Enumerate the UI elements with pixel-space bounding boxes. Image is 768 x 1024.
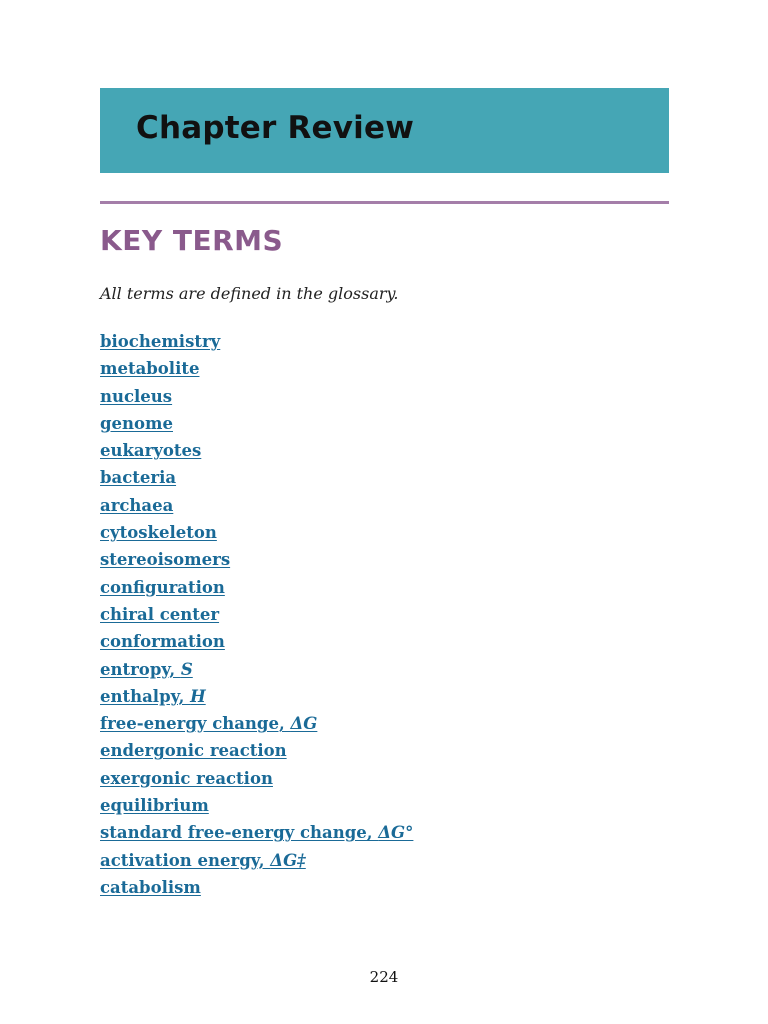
term-link-activation-energy[interactable]: activation energy, ΔG‡ xyxy=(100,850,306,870)
chapter-title: Chapter Review xyxy=(136,110,415,146)
list-item xyxy=(100,355,413,382)
term-link-bacteria[interactable]: bacteria xyxy=(100,468,177,488)
list-item xyxy=(100,546,413,573)
list-item xyxy=(100,737,413,764)
list-item xyxy=(100,874,413,901)
list-item xyxy=(100,765,413,792)
chapter-review-banner xyxy=(100,88,669,173)
list-item xyxy=(100,492,413,519)
term-link-enthalpy[interactable]: enthalpy, H xyxy=(100,686,206,706)
key-terms-list xyxy=(100,328,413,901)
term-link-eukaryotes[interactable]: eukaryotes xyxy=(100,441,202,461)
section-divider xyxy=(100,201,669,204)
list-item xyxy=(100,383,413,410)
list-item xyxy=(100,847,413,874)
term-link-cytoskeleton[interactable]: cytoskeleton xyxy=(100,523,217,543)
list-item xyxy=(100,574,413,601)
term-link-catabolism[interactable]: catabolism xyxy=(100,877,201,897)
list-item xyxy=(100,519,413,546)
term-link-exergonic-reaction[interactable]: exergonic reaction xyxy=(100,768,273,788)
list-item xyxy=(100,656,413,683)
list-item xyxy=(100,601,413,628)
term-link-archaea[interactable]: archaea xyxy=(100,495,174,515)
list-item xyxy=(100,819,413,846)
term-link-biochemistry[interactable]: biochemistry xyxy=(100,332,221,351)
term-link-free-energy-change[interactable]: free-energy change, ΔG xyxy=(100,714,318,734)
term-link-metabolite[interactable]: metabolite xyxy=(100,359,200,379)
term-link-endergonic-reaction[interactable]: endergonic reaction xyxy=(100,741,287,761)
page-number: 224 xyxy=(369,968,399,986)
list-item xyxy=(100,328,413,355)
list-item xyxy=(100,464,413,491)
term-link-genome[interactable]: genome xyxy=(100,413,173,433)
term-link-stereoisomers[interactable]: stereoisomers xyxy=(100,550,231,570)
list-item xyxy=(100,710,413,737)
glossary-note: All terms are defined in the glossary. xyxy=(100,284,399,303)
term-link-standard-free-energy-change[interactable]: standard free-energy change, ΔG° xyxy=(100,823,414,843)
term-link-configuration[interactable]: configuration xyxy=(100,577,225,597)
term-link-chiral-center[interactable]: chiral center xyxy=(100,604,220,624)
term-link-entropy[interactable]: entropy, S xyxy=(100,659,193,679)
term-link-conformation[interactable]: conformation xyxy=(100,632,225,652)
list-item xyxy=(100,410,413,437)
list-item xyxy=(100,628,413,655)
section-title: KEY TERMS xyxy=(100,224,284,257)
list-item xyxy=(100,792,413,819)
list-item xyxy=(100,683,413,710)
list-item xyxy=(100,437,413,464)
term-link-nucleus[interactable]: nucleus xyxy=(100,386,173,406)
term-link-equilibrium[interactable]: equilibrium xyxy=(100,796,209,816)
